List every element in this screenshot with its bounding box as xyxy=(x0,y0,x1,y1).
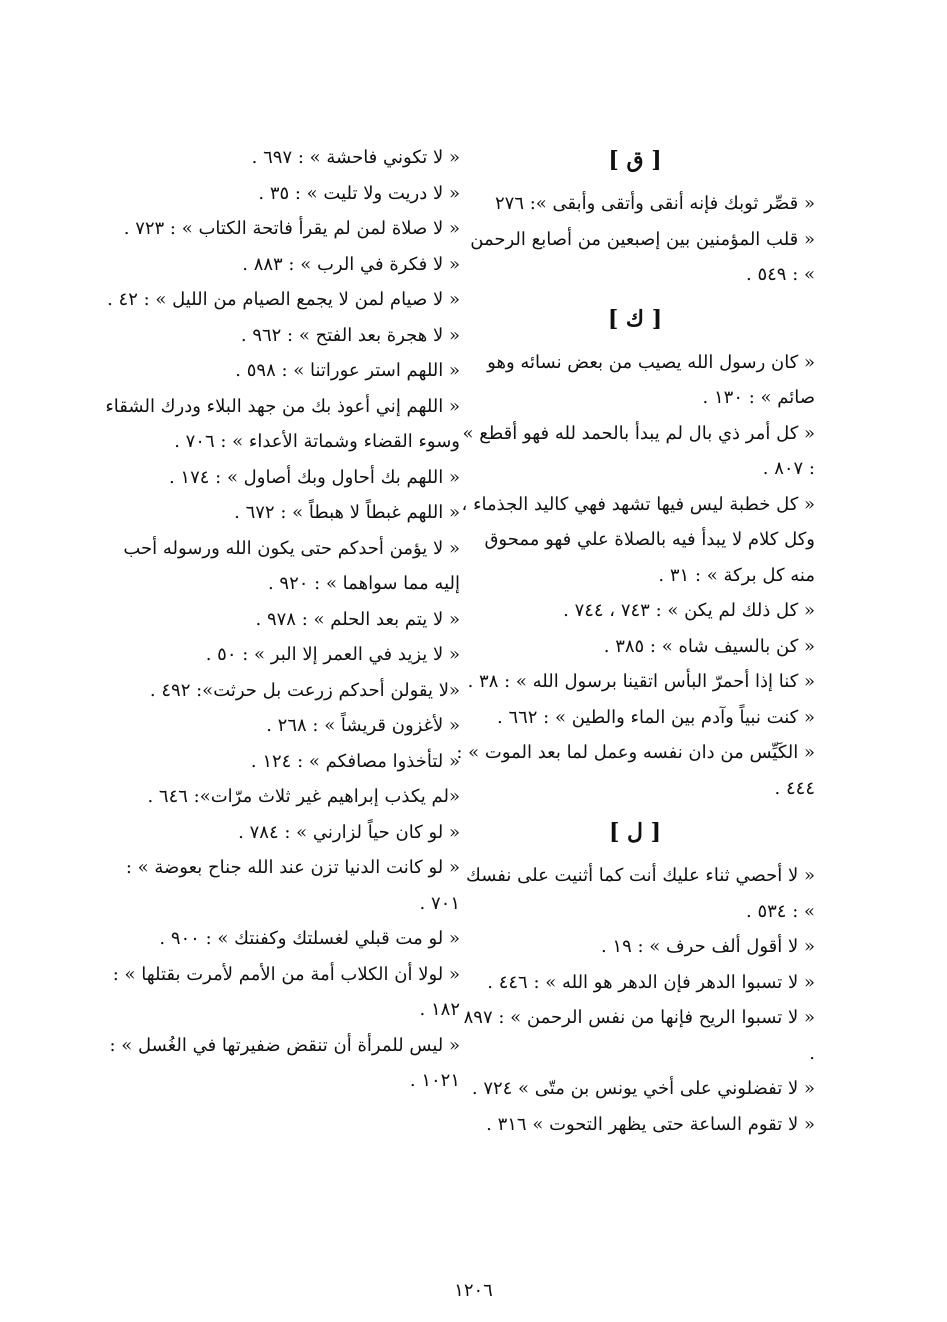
index-entry: « لا فكرة في الرب » : ٨٨٣ . xyxy=(242,253,460,275)
section-heading: [ ق ] xyxy=(608,147,662,173)
index-entry: « لا يتم بعد الحلم » : ٩٧٨ . xyxy=(255,608,460,630)
index-entry: « قلب المؤمنين بين إصبعين من أصابع الرحمن » : ٥٤٩ . xyxy=(470,228,815,285)
index-entry: « لا أحصي ثناء عليك أنت كما أثنيت على نفسك » : ٥٣٤ . xyxy=(466,865,815,922)
index-entry: « لو كانت الدنيا تزن عند الله جناح بعوضة » : ٧٠١ . xyxy=(125,857,460,914)
index-entry: « اللهم إني أعوذ بك من جهد البلاء ودرك الشقاء وسوء القضاء وشماتة الأعداء » : ٧٠٦ . xyxy=(105,395,460,452)
right-column xyxy=(455,140,815,1142)
index-entry: « لا يزيد في العمر إلا البر » : ٥٠ . xyxy=(205,644,460,665)
index-entry: « لا تقوم الساعة حتى يظهر التحوت » ٣١٦ . xyxy=(486,1113,815,1135)
index-entry: « الكَيِّس من دان نفسه وعمل لما بعد الموت » : ٤٤٤ . xyxy=(456,742,815,799)
index-entry: « كان رسول الله يصيب من بعض نسائه وهو صائم » : ١٣٠ . xyxy=(487,351,815,408)
index-entry: « لا أقول ألف حرف » : ١٩ . xyxy=(600,936,815,957)
index-entry: « ليس للمرأة أن تنقض ضفيرتها في الغُسل » : ١٠٢١ . xyxy=(109,1034,460,1091)
index-entry: « لولا أن الكلاب أمة من الأمم لأمرت بقتلها » : ١٨٢ . xyxy=(112,963,460,1020)
index-entry: « لو مت قبلي لغسلتك وكفنتك » : ٩٠٠ . xyxy=(159,928,460,949)
index-entry: « لا هجرة بعد الفتح » : ٩٦٢ . xyxy=(240,324,460,346)
index-entry: « لو كان حياً لزارني » : ٧٨٤ . xyxy=(238,821,460,843)
index-entry: « كن بالسيف شاه » : ٣٨٥ . xyxy=(603,635,815,657)
index-entry: « لأغزون قريشاً » : ٢٦٨ . xyxy=(266,715,460,736)
section-lam xyxy=(455,812,815,1142)
index-entry: «لا يقولن أحدكم زرعت بل حرثت»: ٤٩٢ . xyxy=(149,679,460,701)
index-entry: « لا دريت ولا تليت » : ٣٥ . xyxy=(258,182,460,204)
index-entry: « كنت نبياً وآدم بين الماء والطين » : ٦٦٢ . xyxy=(496,706,815,728)
index-entry: « لا تسبوا الريح فإنها من نفس الرحمن » : ٨٩٧ . xyxy=(463,1007,815,1064)
index-entry: «لم يكذب إبراهيم غير ثلاث مرّات»: ٦٤٦ . xyxy=(147,786,460,807)
section-heading: [ ك ] xyxy=(607,305,663,332)
index-entry: « اللهم استر عوراتنا » : ٥٩٨ . xyxy=(235,360,460,381)
index-entry: « لا تكوني فاحشة » : ٦٩٧ . xyxy=(251,147,460,168)
index-entry: « قصِّر ثوبك فإنه أنقى وأتقى وأبقى »: ٢٧٦ xyxy=(494,193,815,214)
index-entry: « كل ذلك لم يكن » : ٧٤٣ ، ٧٤٤ . xyxy=(563,600,815,621)
index-entry: « لا تسبوا الدهر فإن الدهر هو الله » : ٤٤٦ . xyxy=(487,971,815,993)
index-entry: « اللهم غبطاً لا هبطاً » : ٦٧٢ . xyxy=(234,502,460,523)
index-entry: « لا يؤمن أحدكم حتى يكون الله ورسوله أحب إليه مما سواهما » : ٩٢٠ . xyxy=(123,537,460,594)
section-kaf xyxy=(455,299,815,807)
page-number: ١٢٠٦ xyxy=(454,1280,493,1301)
index-entry: « لتأخذوا مصافكم » : ١٢٤ . xyxy=(250,750,460,772)
section-heading: [ ل ] xyxy=(608,819,662,845)
left-column xyxy=(100,140,460,1099)
index-entry: « لا صلاة لمن لم يقرأ فاتحة الكتاب » : ٧٢٣ . xyxy=(123,218,460,239)
index-entry: « لا تفضلوني على أخي يونس بن متّى » ٧٢٤ . xyxy=(471,1078,815,1099)
index-entry: « كل خطبة ليس فيها تشهد فهي كاليد الجذماء ، وكل كلام لا يبدأ فيه بالصلاة علي فهو ممحوق منه كل بركة » : ٣١ . xyxy=(461,493,815,586)
index-entry: « اللهم بك أحاول وبك أصاول » : ١٧٤ . xyxy=(168,466,460,488)
index-entry: « كل أمر ذي بال لم يبدأ بالحمد لله فهو أقطع » : ٨٠٧ . xyxy=(462,422,815,479)
index-entry: « كنا إذا أحمرّ البأس اتقينا برسول الله » : ٣٨ . xyxy=(467,671,815,692)
index-entry: « لا صيام لمن لا يجمع الصيام من الليل » : ٤٢ . xyxy=(107,289,460,310)
section-qaf xyxy=(455,140,815,293)
